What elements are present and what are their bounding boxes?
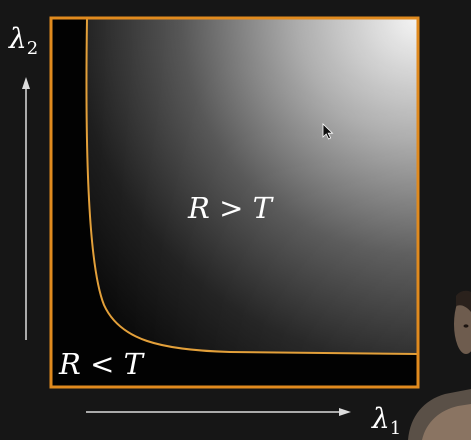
- y-axis-arrow-head: [22, 77, 30, 89]
- x-axis-label-symbol: λ: [372, 402, 390, 435]
- x-axis-arrow-head: [339, 408, 351, 416]
- y-axis-label: [8, 22, 38, 59]
- region-label-r-less-t: R < T: [59, 347, 143, 381]
- y-axis-label-symbol: λ: [9, 22, 27, 55]
- x-axis-label: [371, 402, 401, 439]
- y-axis-label-subscript: 2: [26, 38, 39, 59]
- region-label-r-greater-t: R > T: [188, 191, 272, 225]
- x-axis-label-subscript: 1: [389, 418, 402, 439]
